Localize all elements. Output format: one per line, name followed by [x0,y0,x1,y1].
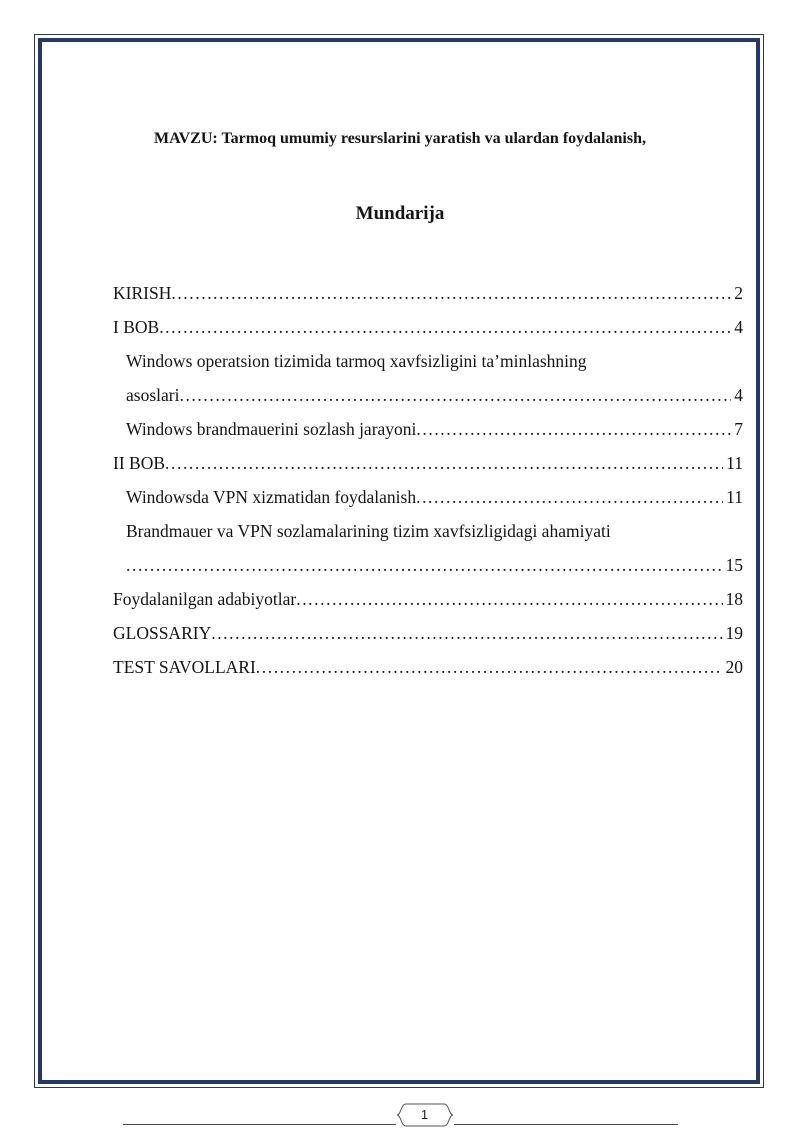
toc-entry-label: asoslari [126,385,180,405]
toc-entry-label: TEST SAVOLLARI [113,657,256,677]
toc-page-number: 19 [725,623,743,643]
table-of-contents [113,280,743,688]
toc-leader-dots [179,382,731,408]
toc-leader-dots [416,416,731,442]
toc-entry-label: I BOB [113,317,160,337]
page-footer [0,1103,800,1127]
toc-entry-test-savollari [113,654,743,680]
toc-entry-windows-xavfsizlik-line2 [113,382,743,408]
footer-rule-left [123,1124,396,1125]
toc-leader-dots [211,620,722,646]
toc-entry-glossariy [113,620,743,646]
toc-entry-vpn-xizmati [113,484,743,510]
toc-entry-label: Foydalanilgan adabiyotlar [113,589,297,609]
page-number: 1 [420,1107,429,1122]
toc-leader-dots [256,654,723,680]
page-number-badge [396,1103,454,1127]
toc-page-number: 18 [725,589,743,609]
toc-entry-label: II BOB [113,453,166,473]
toc-entry-brandmauer-vpn-line2 [113,552,743,578]
toc-page-number: 2 [734,283,743,303]
toc-entry-windows-xavfsizlik-line1 [113,348,743,374]
toc-leader-dots [159,314,731,340]
toc-entry-label: KIRISH [113,283,172,303]
toc-entry-ii-bob [113,450,743,476]
toc-page-number: 11 [726,487,743,507]
toc-entry-label: Windows brandmauerini sozlash jarayoni [126,419,417,439]
toc-leader-dots [416,484,723,510]
footer-rule-right [454,1124,678,1125]
toc-page-number: 20 [725,657,743,677]
toc-entry-label: Windows operatsion tizimida tarmoq xavfsizligini ta’minlashning [126,351,587,371]
toc-entry-label: Brandmauer va VPN sozlamalarining tizim xavfsizligidagi ahamiyati [126,521,611,541]
toc-page-number: 4 [734,385,743,405]
toc-entry-adabiyotlar [113,586,743,612]
toc-entry-brandmauer-vpn-line1 [113,518,743,544]
toc-entry-kirish [113,280,743,306]
toc-heading: Mundarija [355,203,445,224]
toc-leader-dots [171,280,731,306]
document-title: MAVZU: Tarmoq umumiy resurslarini yaratish va ulardan foydalanish, [154,130,646,147]
toc-page-number: 11 [726,453,743,473]
toc-entry-label: Windowsda VPN xizmatidan foydalanish [126,487,417,507]
toc-page-number: 15 [725,555,743,575]
toc-leader-dots [296,586,722,612]
toc-leader-dots [126,552,723,578]
toc-entry-brandmauer-sozlash [113,416,743,442]
toc-entry-i-bob [113,314,743,340]
toc-page-number: 7 [734,419,743,439]
toc-leader-dots [165,450,723,476]
toc-page-number: 4 [734,317,743,337]
toc-entry-label: GLOSSARIY [113,623,212,643]
